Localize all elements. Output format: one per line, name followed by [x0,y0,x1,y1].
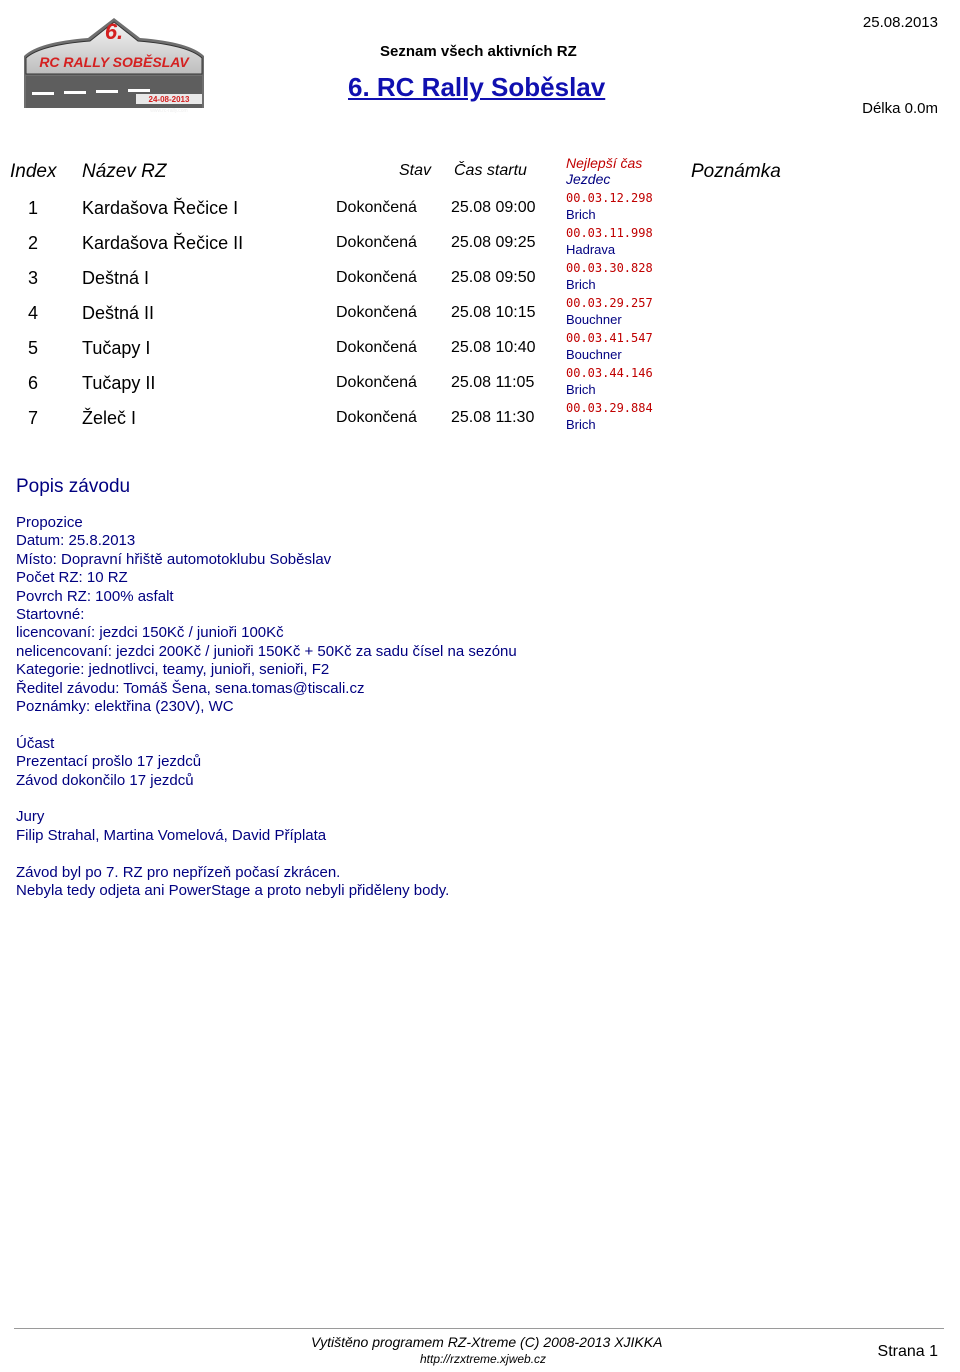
row-best-time: 00.03.29.257 [566,296,653,310]
row-best-time: 00.03.11.998 [566,226,653,240]
race-description [16,514,916,900]
row-driver: Bouchner [566,347,622,362]
row-stage-name: Tučapy II [82,373,156,393]
row-index: 5 [28,338,39,358]
row-stage-name: Kardašova Řečice II [82,233,244,253]
description-line: Prezentací prošlo 17 jezdců [16,753,202,771]
row-index: 2 [28,233,39,253]
column-header-status: Stav [399,162,432,179]
row-index: 3 [28,268,39,288]
row-driver: Brich [566,382,596,397]
stage-length: Délka 0.0m [862,100,938,117]
row-driver: Brich [566,277,596,292]
row-start-time: 25.08 09:00 [451,199,536,216]
table-row [0,401,960,443]
description-line: Nebyla tedy odjeta ani PowerStage a proto nebyli přiděleny body. [16,882,450,900]
row-start-time: 25.08 11:30 [451,409,535,426]
page-title: 6. RC Rally Soběslav [348,72,606,102]
description-line: Závod byl po 7. RZ pro nepřízeň počasí zkrácen. [16,863,341,881]
row-status: Dokončená [336,269,417,286]
row-best-time: 00.03.29.884 [566,401,653,415]
logo-url: www.rc-rally.com [150,108,188,114]
row-status: Dokončená [336,234,417,251]
row-stage-name: Tučapy I [82,338,151,358]
description-line: Jury [16,808,45,826]
description-line [16,716,916,734]
description-line [16,845,916,863]
column-header-index: Index [10,161,57,182]
row-index: 4 [28,303,39,323]
row-status: Dokončená [336,199,417,216]
page-number: Strana 1 [877,1343,938,1360]
footer-divider [14,1328,944,1329]
print-date: 25.08.2013 [862,14,938,31]
logo-date: 24-08-2013 [148,95,190,104]
table-row [0,331,960,373]
row-driver: Brich [566,417,596,432]
row-index: 6 [28,373,39,393]
description-line: Povrch RZ: 100% asfalt [16,587,174,605]
description-line: Počet RZ: 10 RZ [16,569,128,587]
rally-logo [18,12,210,116]
column-header-start: Čas startu [454,162,527,179]
footer-url: http://rzxtreme.xjweb.cz [420,1352,547,1366]
row-best-time: 00.03.41.547 [566,331,653,345]
logo-name: RC RALLY SOBĚSLAV [39,54,189,70]
column-header-name: Název RZ [82,161,167,182]
table-row [0,191,960,233]
row-status: Dokončená [336,339,417,356]
description-line: licencovaní: jezdci 150Kč / junioři 100Kč [16,624,284,642]
description-line: Kategorie: jednotlivci, teamy, junioři, senioři, F2 [16,661,330,679]
description-line: Filip Strahal, Martina Vomelová, David Příplata [16,826,327,844]
table-row [0,226,960,268]
row-stage-name: Kardašova Řečice I [82,198,239,218]
description-line: Účast [16,734,55,752]
row-start-time: 25.08 10:40 [451,339,536,356]
column-header-best-time: Nejlepší čas [566,155,643,171]
description-line: Startovné: [16,606,85,624]
table-row [0,261,960,303]
row-start-time: 25.08 09:50 [451,269,536,286]
row-index: 7 [28,408,39,428]
row-best-time: 00.03.44.146 [566,366,653,380]
description-line [16,790,916,808]
row-start-time: 25.08 11:05 [451,374,535,391]
description-line: Závod dokončilo 17 jezdců [16,771,194,789]
description-line: Poznámky: elektřina (230V), WC [16,698,234,716]
row-status: Dokončená [336,374,417,391]
row-start-time: 25.08 09:25 [451,234,536,251]
description-line: nelicencovaní: jezdci 200Kč / junioři 150Kč + 50Kč za sadu čísel na sezónu [16,642,517,660]
row-driver: Bouchner [566,312,622,327]
description-heading: Popis závodu [16,476,131,497]
row-stage-name: Deštná II [82,303,155,323]
row-best-time: 00.03.30.828 [566,261,653,275]
table-row [0,296,960,338]
row-status: Dokončená [336,304,417,321]
table-row [0,366,960,408]
logo-number: 6. [104,19,124,44]
row-driver: Brich [566,207,596,222]
row-driver: Hadrava [566,242,616,257]
row-start-time: 25.08 10:15 [451,304,536,321]
row-best-time: 00.03.12.298 [566,191,653,205]
column-header-driver: Jezdec [566,171,611,187]
row-stage-name: Deštná I [82,268,150,288]
page-subtitle: Seznam všech aktivních RZ [380,43,577,60]
footer-program: Vytištěno programem RZ-Xtreme (C) 2008-2013 XJIKKA [311,1334,663,1350]
row-index: 1 [28,198,39,218]
row-stage-name: Želeč I [82,408,137,428]
column-header-note: Poznámka [691,161,781,182]
row-status: Dokončená [336,409,417,426]
description-line: Datum: 25.8.2013 [16,532,136,550]
description-line: Ředitel závodu: Tomáš Šena, sena.tomas@tiscali.cz [16,679,365,697]
description-line: Propozice [16,514,83,531]
description-line: Místo: Dopravní hřiště automotoklubu Soběslav [16,550,332,568]
